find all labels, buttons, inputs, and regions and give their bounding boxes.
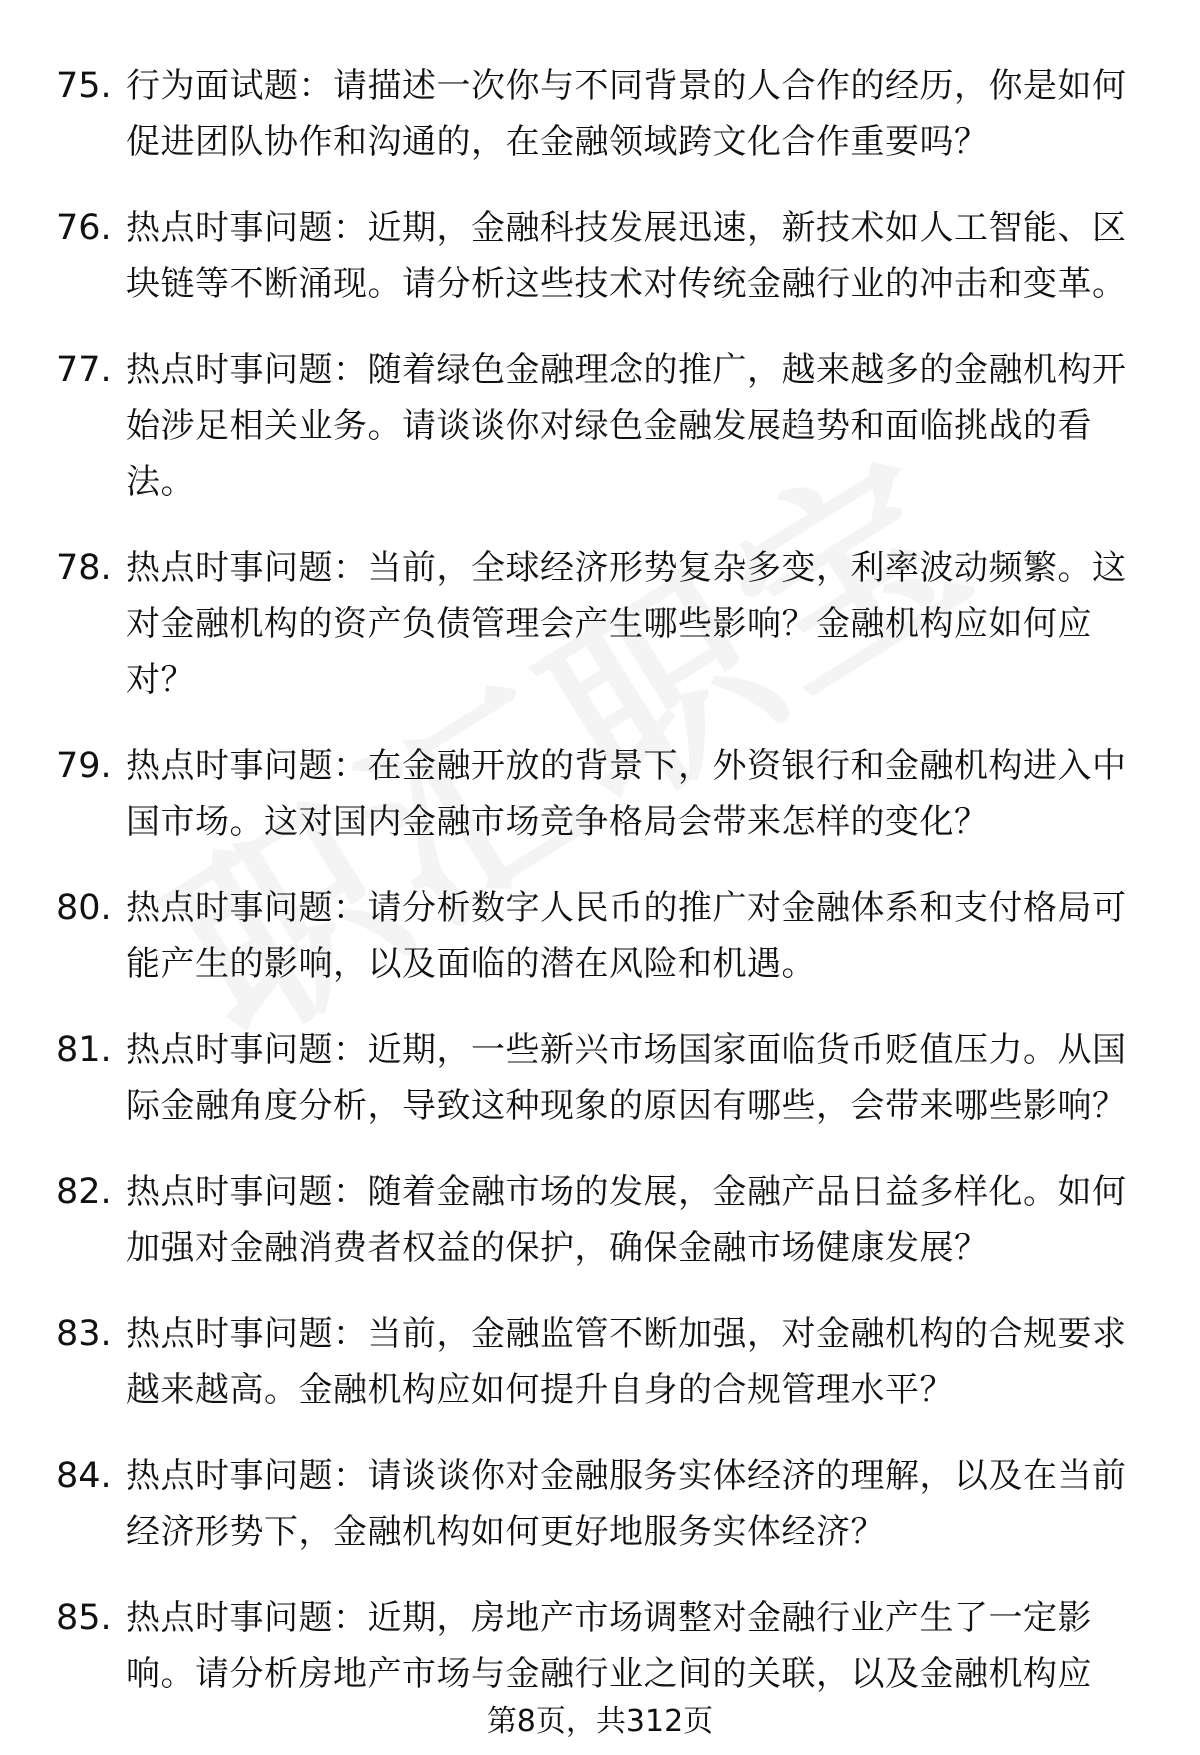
page-footer: 第8页，共312页 [486, 1704, 714, 1739]
question-item [56, 58, 1146, 170]
question-number: 85. [56, 1598, 112, 1638]
question-text: 热点时事问题：随着绿色金融理念的推广，越来越多的金融机构开始涉足相关业务。请谈谈你对绿色金融发展趋势和面临挑战的看法。 [126, 350, 1127, 502]
question-text: 热点时事问题：近期，金融科技发展迅速，新技术如人工智能、区块链等不断涌现。请分析这些技术对传统金融行业的冲击和变革。 [126, 208, 1127, 304]
question-text: 热点时事问题：当前，全球经济形势复杂多变，利率波动频繁。这对金融机构的资产负债管理会产生哪些影响？金融机构应如何应对？ [126, 548, 1127, 700]
question-list [56, 58, 1146, 1732]
question-number: 75. [56, 66, 112, 106]
question-item [56, 1022, 1146, 1134]
question-number: 81. [56, 1030, 112, 1070]
question-item [56, 342, 1146, 510]
question-item [56, 1590, 1146, 1702]
question-text: 行为面试题：请描述一次你与不同背景的人合作的经历，你是如何促进团队协作和沟通的，在金融领域跨文化合作重要吗？ [126, 66, 1127, 162]
question-text: 热点时事问题：请分析数字人民币的推广对金融体系和支付格局可能产生的影响，以及面临的潜在风险和机遇。 [126, 888, 1127, 984]
question-text: 热点时事问题：当前，金融监管不断加强，对金融机构的合规要求越来越高。金融机构应如何提升自身的合规管理水平？ [126, 1314, 1127, 1410]
question-item [56, 1448, 1146, 1560]
question-item [56, 540, 1146, 708]
question-number: 79. [56, 746, 112, 786]
question-number: 82. [56, 1172, 112, 1212]
question-number: 78. [56, 548, 112, 588]
question-text: 热点时事问题：随着金融市场的发展，金融产品日益多样化。如何加强对金融消费者权益的保护，确保金融市场健康发展？ [126, 1172, 1127, 1268]
question-number: 76. [56, 208, 112, 248]
question-item [56, 1306, 1146, 1418]
question-number: 84. [56, 1456, 112, 1496]
question-text: 热点时事问题：近期，一些新兴市场国家面临货币贬值压力。从国际金融角度分析，导致这种现象的原因有哪些，会带来哪些影响？ [126, 1030, 1127, 1126]
question-text: 热点时事问题：在金融开放的背景下，外资银行和金融机构进入中国市场。这对国内金融市场竞争格局会带来怎样的变化？ [126, 746, 1127, 842]
question-item [56, 738, 1146, 850]
question-item [56, 880, 1146, 992]
question-item [56, 200, 1146, 312]
question-number: 83. [56, 1314, 112, 1354]
question-number: 80. [56, 888, 112, 928]
question-item [56, 1164, 1146, 1276]
question-text: 热点时事问题：请谈谈你对金融服务实体经济的理解，以及在当前经济形势下，金融机构如何更好地服务实体经济？ [126, 1456, 1127, 1552]
question-text: 热点时事问题：近期，房地产市场调整对金融行业产生了一定影响。请分析房地产市场与金融行业之间的关联，以及金融机构应 [126, 1598, 1092, 1694]
question-number: 77. [56, 350, 112, 390]
